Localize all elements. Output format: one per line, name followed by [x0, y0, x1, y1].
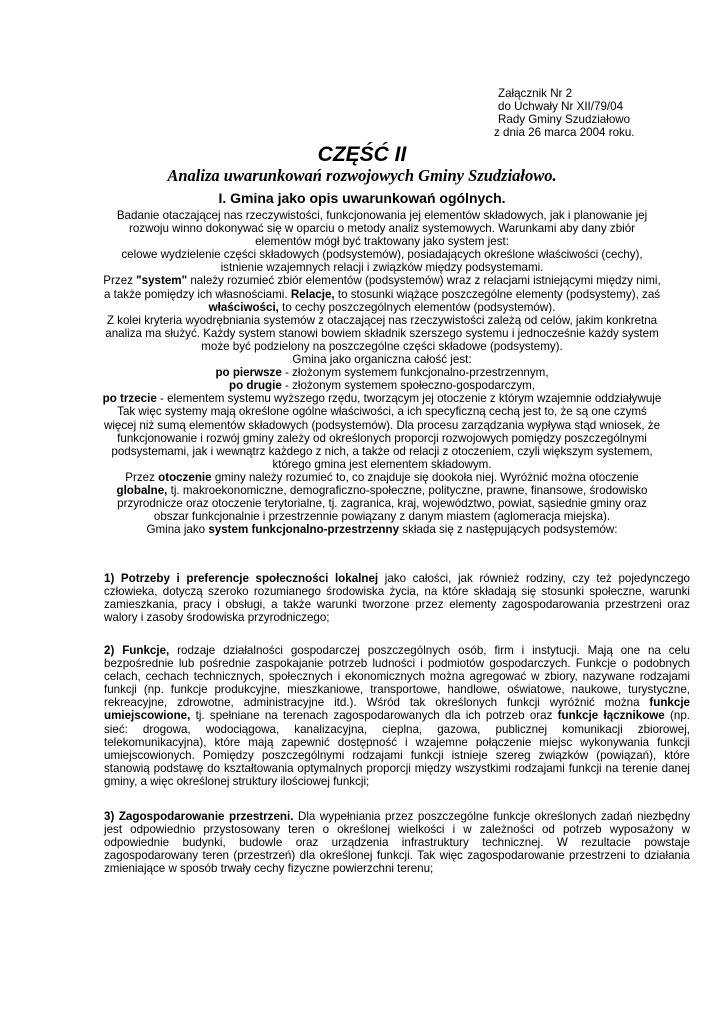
- document-subtitle: Analiza uwarunkowań rozwojowych Gminy Szudziałowo.: [167, 166, 557, 185]
- annex-line: Załącznik Nr 2: [498, 87, 573, 100]
- paragraph: 2) Funkcje, rodzaje działalności gospodarczej poszczególnych osób, firm i instytucji. Mają one na celu bezpośrednie lub pośrednie zaspokajanie potrzeb ludności i podmiotów gospodarczych. Funkcje o podobnych celach, cechach technicznych, społecznych i ekonomicznych można agregować w zbiory, nazywane rodzajami funkcji (np. funkcje produkcyjne, mieszkaniowe, transportowe, handlowe, oświatowe, naukowe, turystyczne, rekreacyjne, zdrowotne, administracyjne itd.). Wśród tak określonych funkcji wyróżnić można funkcje umiejscowione, tj. spełniane na terenach zagospodarowanych dla ich potrzeb oraz funkcje łącznikowe (np. sieć: drogowa, wodociągowa, kanalizacyjna, cieplna, gazowa, publicznej komunikacji zbiorowej, telekomunikacyjna), które mają zapewnić dostępność i wzajemne połączenie miejsc wykonywania funkcji umiejscowionych. Pomiędzy poszczególnymi rodzajami funkcji istnieje szereg związków (powiązań), które stanowią podstawę do kształtowania optymalnych proporcji między wszystkimi rodzajami funkcji na terenie danej gminy, a więc określonej struktury ilościowej funkcji;: [104, 644, 691, 788]
- paragraph: 3) Zagospodarowanie przestrzeni. Dla wypełniania przez poszczególne funkcje określonych zadań niezbędny jest odpowiednio przystosowany teren o określonej wielkości i w zależności od potrzeb wyposażony w odpowiednie budynki, budowle oraz urządzenia infrastruktury technicznej. W rezultacie powstaje zagospodarowany teren (przestrzeń) dla określonej funkcji. Tak więc zagospodarowanie przestrzeni to działania zmieniające w sposób trwały cechy fizyczne powierzchni terenu;: [104, 810, 690, 876]
- annex-line: Rady Gminy Szudziałowo: [498, 113, 631, 127]
- paragraph: po drugie - złożonym systemem społeczno-gospodarczym,: [228, 379, 536, 393]
- paragraph: celowe wydzielenie części składowych (podsystemów), posiadających określone właściwości (cechy), istnienie wzajemnych relacji i związków między podsystemami.: [121, 248, 643, 275]
- annex-line: z dnia 26 marca 2004 roku.: [494, 126, 635, 140]
- paragraph: Tak więc systemy mają określone ogólne właściwości, a ich specyficzną cechą jest to, że są one czymś więcej niż sumą elementów składowych (podsystemów). Dla procesu zarządzania wypływa stąd wniosek, że funkcjonowanie i rozwój gminy zależy od określonych proporcji rozwojowych pomiędzy poszczególnymi podsystemami, jak i wewnątrz każdego z nich, a także od relacji z otoczeniem, czyli większym systemem, którego gmina jest elementem składowym.: [103, 405, 661, 471]
- paragraph: Przez "system" należy rozumieć zbiór elementów (podsystemów) wraz z relacjami istniejącymi między nimi, a także pomiędzy ich własnościami. Relacje, to stosunki wiążące poszczególne elementy (podsystemy), zaś właściwości, to cechy poszczególnych elementów (podsystemów).: [103, 274, 661, 314]
- subsystem-3: [104, 810, 690, 875]
- paragraph: po pierwsze - złożonym systemem funkcjonalno-przestrzennym,: [215, 366, 549, 380]
- paragraph: 1) Potrzeby i preferencje społeczności lokalnej jako całości, jak również rodziny, czy też pojedynczego człowieka, dotyczą szeroko rozumianego środowiska życia, na które składają się stosunki społeczne, warunki zamieszkania, pracy i obsługi, a także warunki tworzone przez elementy zagospodarowania przestrzeni oraz walory i zasoby środowiska przyrodniczego;: [104, 572, 690, 625]
- intro-text: [102, 209, 662, 536]
- annex-note: [494, 87, 694, 139]
- annex-line: do Uchwały Nr XII/79/04: [498, 100, 624, 114]
- subsystem-2: [104, 644, 690, 788]
- paragraph: po trzecie - elementem systemu wyższego rzędu, tworzącym jej otoczenie z którym wzajemnie oddziaływuje: [102, 392, 662, 406]
- subsystem-1: [104, 572, 690, 624]
- paragraph: Przez otoczenie gminy należy rozumieć to, co znajduje się dookoła niej. Wyróżnić można otoczenie globalne, tj. makroekonomiczne, demograficzno-społeczne, polityczne, prawne, finansowe, środowisko przyrodnicze oraz otoczenie terytorialne, tj. zagranica, kraj, województwo, powiat, sąsiednie gminy oraz obszar funkcjonalnie i przestrzennie powiązany z danym miastem (aglomeracja miejska).: [116, 470, 648, 524]
- paragraph: Z kolei kryteria wyodrębniania systemów z otaczającej nas rzeczywistości zależą od celów, jakim konkretna analiza ma służyć. Każdy system stanowi bowiem składnik szerszego systemu i jednocześnie każdy system może być podzielony na poszczególne części składowe (podsystemy).: [105, 313, 659, 353]
- part-title: CZĘŚĆ II: [317, 143, 407, 166]
- paragraph: Gmina jako organiczna całość jest:: [292, 353, 472, 367]
- paragraph: Badanie otaczającej nas rzeczywistości, funkcjonowania jej elementów składowych, jak i planowanie jej rozwoju winno dokonywać się w oparciu o metody analiz systemowych. Warunkami aby dany zbiór elementów mógł być traktowany jako system jest:: [116, 209, 648, 249]
- paragraph: Gmina jako system funkcjonalno-przestrzenny składa się z następujących podsystemów:: [146, 523, 618, 537]
- section-heading: I. Gmina jako opis uwarunkowań ogólnych.: [218, 190, 506, 206]
